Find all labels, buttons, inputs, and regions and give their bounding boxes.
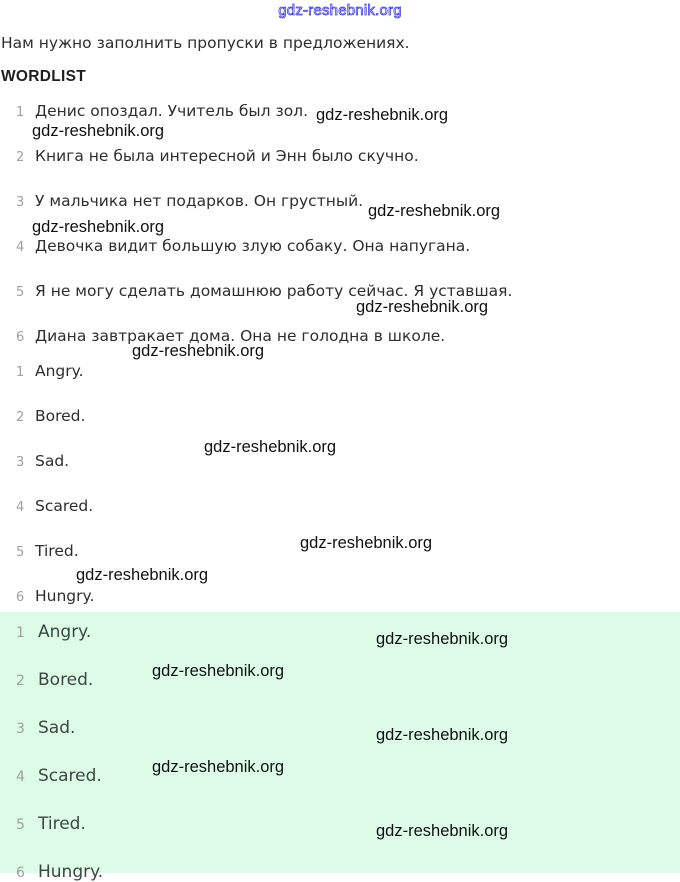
item-number: 4 xyxy=(16,240,25,255)
watermark: gdz-reshebnik.org xyxy=(376,822,509,840)
watermark: gdz-reshebnik.org xyxy=(368,202,501,220)
item-number: 6 xyxy=(16,330,25,345)
answer-text: Hungry. xyxy=(38,862,104,882)
item-number: 2 xyxy=(16,150,25,165)
item-number: 4 xyxy=(16,769,25,785)
word-text: Tired. xyxy=(35,542,79,560)
watermark: gdz-reshebnik.org xyxy=(376,726,509,744)
watermark: gdz-reshebnik.org xyxy=(300,534,433,552)
answer-text: Tired. xyxy=(38,814,86,834)
watermark: gdz-reshebnik.org xyxy=(356,298,489,316)
watermark: gdz-reshebnik.org xyxy=(132,342,265,360)
watermark: gdz-reshebnik.org xyxy=(76,566,209,584)
item-number: 6 xyxy=(16,865,25,881)
item-number: 2 xyxy=(16,410,25,425)
watermark: gdz-reshebnik.org xyxy=(376,630,509,648)
sentence-text: Диана завтракает дома. Она не голодна в школе. xyxy=(35,327,446,345)
word-text: Hungry. xyxy=(35,587,95,605)
watermark: gdz-reshebnik.org xyxy=(152,662,285,680)
sentence-text: Книга не была интересной и Энн было скучно. xyxy=(35,147,419,165)
item-number: 4 xyxy=(16,500,25,515)
item-number: 2 xyxy=(16,673,25,689)
answer-text: Sad. xyxy=(38,718,76,738)
site-watermark-link[interactable]: gdz-reshebnik.org xyxy=(278,2,402,19)
answer-text: Angry. xyxy=(38,622,92,642)
item-number: 3 xyxy=(16,195,25,210)
item-number: 5 xyxy=(16,285,25,300)
sentence-text: Девочка видит большую злую собаку. Она напугана. xyxy=(35,237,471,255)
item-number: 5 xyxy=(16,545,25,560)
answer-panel xyxy=(0,612,680,882)
item-number: 5 xyxy=(16,817,25,833)
word-text: Bored. xyxy=(35,407,86,425)
watermark: gdz-reshebnik.org xyxy=(204,438,337,456)
wordlist-heading: WORDLIST xyxy=(1,68,87,85)
word-text: Scared. xyxy=(35,497,94,515)
item-number: 3 xyxy=(16,721,25,737)
watermark: gdz-reshebnik.org xyxy=(316,106,449,124)
item-number: 1 xyxy=(16,625,25,641)
sentence-text: У мальчика нет подарков. Он грустный. xyxy=(35,192,364,210)
intro-text: Нам нужно заполнить пропуски в предложениях. xyxy=(1,34,410,52)
item-number: 1 xyxy=(16,365,25,380)
answer-text: Bored. xyxy=(38,670,94,690)
item-number: 3 xyxy=(16,455,25,470)
sentence-text: Я не могу сделать домашнюю работу сейчас. Я уставшая. xyxy=(35,282,513,300)
watermark: gdz-reshebnik.org xyxy=(32,122,165,140)
sentence-text: Денис опоздал. Учитель был зол. xyxy=(35,102,309,120)
item-number: 6 xyxy=(16,590,25,605)
item-number: 1 xyxy=(16,105,25,120)
word-text: Angry. xyxy=(35,362,84,380)
word-text: Sad. xyxy=(35,452,70,470)
answer-text: Scared. xyxy=(38,766,102,786)
watermark: gdz-reshebnik.org xyxy=(32,218,165,236)
watermark: gdz-reshebnik.org xyxy=(152,758,285,776)
